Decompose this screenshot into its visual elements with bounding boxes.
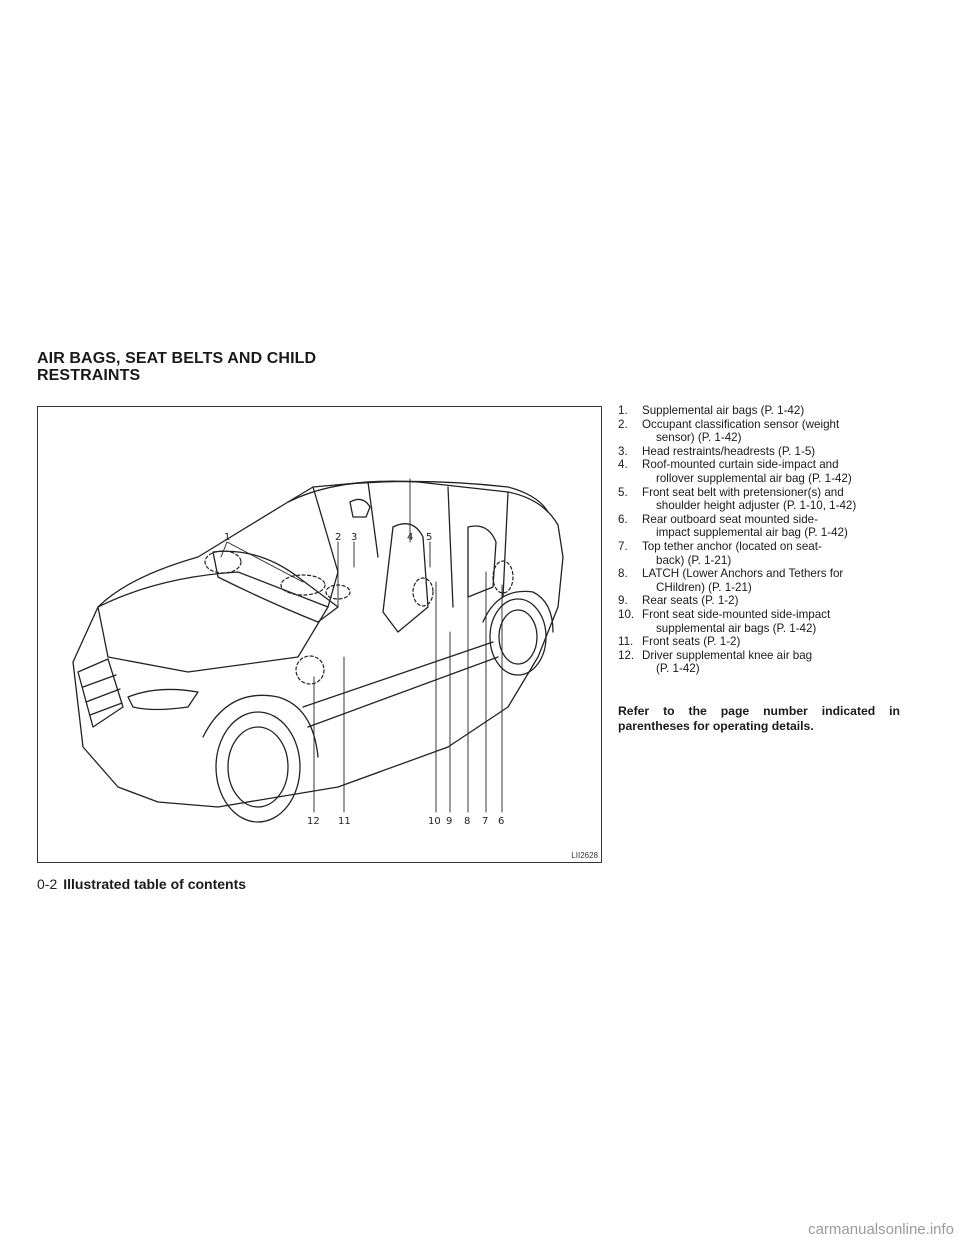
callout-10: 10 [428,816,441,827]
callout-9: 9 [446,816,453,827]
legend-item: 10. Front seat side-mounted side-impact supplemental air bags (P. 1-42) [618,607,831,635]
callout-2: 2 [335,532,342,543]
callout-8: 8 [464,816,471,827]
rear-wheel-arch [483,591,553,632]
callout-6: 6 [498,816,505,827]
legend-item: 5. Front seat belt with pretensioner(s) and shoulder height adjuster (P. 1-10, 1-42) [618,485,857,513]
legend-list [618,404,903,676]
legend-item: 7. Top tether anchor (located on seat- back) (P. 1-21) [618,539,822,567]
hood-outline [98,572,328,672]
watermark[interactable]: carmanualsonline.info [808,1221,954,1238]
legend-item: 6. Rear outboard seat mounted side- impact supplemental air bag (P. 1-42) [618,512,848,540]
section-title-line1: AIR BAGS, SEAT BELTS AND CHILD [37,350,317,367]
legend-item: 9. Rear seats (P. 1-2) [618,594,739,608]
vehicle-drawing [38,407,602,863]
page-number: 0-2 [37,876,58,892]
grille [78,659,123,727]
c-pillar [503,492,508,597]
legend-item: 4. Roof-mounted curtain side-impact and rollover supplemental air bag (P. 1-42) [618,458,852,485]
rear-seat [468,526,496,597]
airbag-steering-marker [205,551,241,573]
vehicle-illustration [37,406,602,863]
callout-4: 4 [407,532,414,543]
legend-item: 3. Head restraints/headrests (P. 1-5) [618,444,816,458]
page-footer [37,876,246,892]
callout-11: 11 [338,816,351,827]
legend-item: 12. Driver supplemental knee air bag (P. 1-42) [618,648,813,676]
car-body-outline [73,481,563,807]
legend-item: 2. Occupant classification sensor (weight sensor) (P. 1-42) [618,417,840,445]
section-title [37,350,357,384]
callout-1: 1 [224,532,231,543]
b-pillar [448,487,453,607]
legend-item: 8. LATCH (Lower Anchors and Tethers for CHildren) (P. 1-21) [618,567,844,594]
chapter-title: Illustrated table of contents [63,876,247,892]
front-wheel-arch [203,695,318,757]
callout-5: 5 [426,532,433,543]
door-sill [308,657,498,727]
knee-airbag-marker [296,656,324,684]
callout-12: 12 [307,816,320,827]
callout-3: 3 [351,532,358,543]
legend-item: 1. Supplemental air bags (P. 1-42) [618,404,805,417]
headlight [128,689,198,709]
figure-id: LII2628 [571,851,598,860]
operating-note: Refer to the page number indicated in parentheses for operating details. [618,704,900,733]
leader-1a [221,542,227,557]
seat-side-airbag-marker [413,578,433,606]
head-restraint [350,499,370,517]
callout-7: 7 [482,816,489,827]
legend-item: 11. Front seats (P. 1-2) [618,635,741,649]
leader-1b [227,542,303,582]
section-title-line2: RESTRAINTS [37,367,141,384]
